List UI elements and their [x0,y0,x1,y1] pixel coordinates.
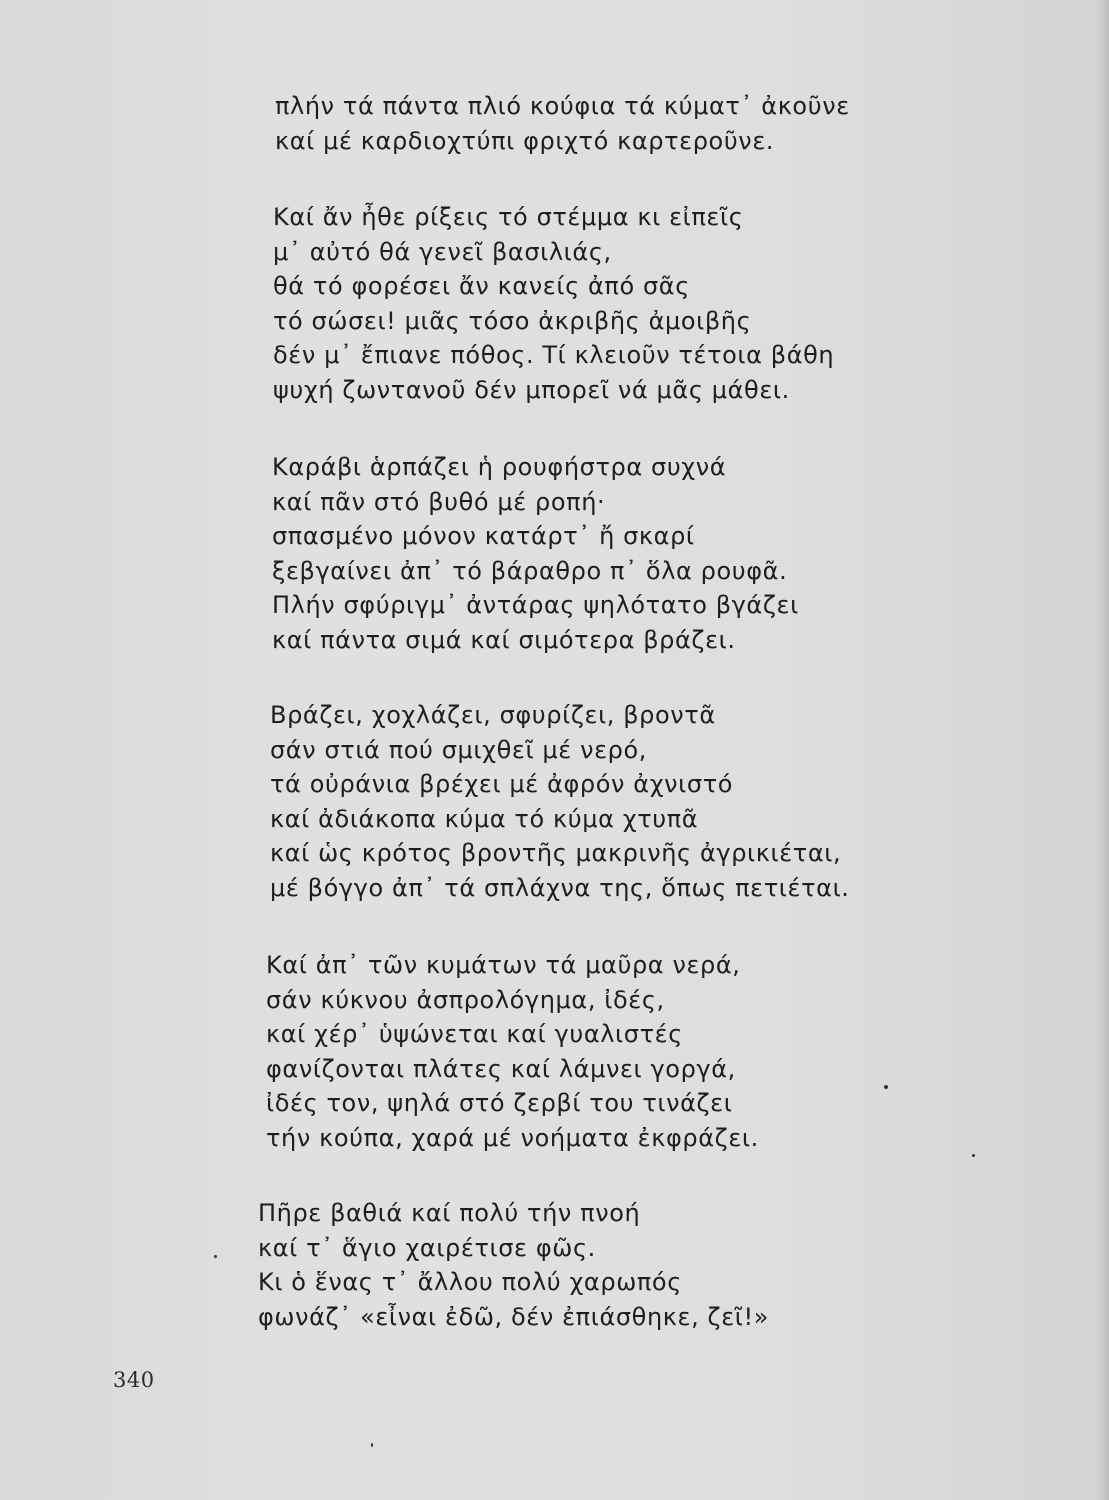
poem-line: καί πάντα σιμά καί σιμότερα βράζει. [272,625,736,654]
poem-line: καί πᾶν στό βυθό μέ ροπή· [272,487,606,516]
poem-line: δέν μ᾽ ἔπιανε πόθος. Τί κλειοῦν τέτοια βάθη [273,341,835,369]
scan-speck [884,1085,888,1089]
poem-line: Κι ὁ ἕνας τ᾽ ἄλλου πολύ χαρωπός [258,1268,682,1296]
poem-line: σάν κύκνου ἀσπρολόγημα, ἰδές, [266,985,665,1014]
poem-line: τήν κούπα, χαρά μέ νοήματα ἐκφράζει. [266,1123,759,1152]
poem-line: μ᾽ αὐτό θά γενεῖ βασιλιάς, [273,237,612,266]
poem-line: ψυχή ζωντανοῦ δέν μπορεῖ νά μᾶς μάθει. [273,375,790,404]
poem-line: καί ὡς κρότος βροντῆς μακρινῆς ἀγρικιέται, [270,839,842,867]
poem-line: Βράζει, χοχλάζει, σφυρίζει, βροντᾶ [270,701,716,729]
poem-line: φωνάζ᾽ «εἶναι ἐδῶ, δέν ἐπιάσθηκε, ζεῖ!» [258,1302,769,1331]
poem-line: Πλήν σφύριγμ᾽ ἀντάρας ψηλότατο βγάζει [272,591,799,619]
page-edge-shadow [1095,0,1109,1500]
poem-line: καί μέ καρδιοχτύπι φριχτό καρτεροῦνε. [275,126,775,155]
poem-line: μέ βόγγο ἀπ᾽ τά σπλάχνα της, ὅπως πετιέται. [270,873,850,902]
poem-line: Καί ἀπ᾽ τῶν κυμάτων τά μαῦρα νερά, [266,951,741,979]
poem-line: καί ἀδιάκοπα κύμα τό κύμα χτυπᾶ [270,804,699,833]
poem-line: τά οὐράνια βρέχει μέ ἀφρόν ἀχνιστό [270,770,734,798]
poem-line: σπασμένο μόνον κατάρτ᾽ ἤ σκαρί [272,522,695,550]
scan-speck [371,1443,373,1447]
poem-line: σάν στιά πού σμιχθεῖ μέ νερό, [270,735,648,764]
poem-line: θά τό φορέσει ἄν κανείς ἀπό σᾶς [273,272,690,300]
stanza-5 [266,948,759,1155]
stanza-1 [275,89,850,158]
poem-line: φανίζονται πλάτες καί λάμνει γοργά, [266,1054,736,1083]
poem-line: ξεβγαίνει ἀπ᾽ τό βάραθρο π᾽ ὅλα ρουφᾶ. [272,556,788,585]
stanza-3 [272,450,799,657]
poem-line: Πῆρε βαθιά καί πολύ τήν πνοή [258,1199,641,1227]
poem-line: καί χέρ᾽ ὑψώνεται καί γυαλιστές [266,1020,683,1048]
poem-line: ἰδές τον, ψηλά στό ζερβί του τινάζει [266,1089,733,1117]
stanza-2 [273,200,834,407]
poem-line: καί τ᾽ ἅγιο χαιρέτισε φῶς. [258,1233,596,1262]
poem-line: Καράβι ἁρπάζει ἡ ρουφήστρα συχνά [272,453,727,481]
stanza-6 [258,1196,769,1334]
poem-line: πλήν τά πάντα πλιό κούφια τά κύματ᾽ ἀκοῦνε [275,92,850,120]
stanza-4 [270,698,850,905]
scan-speck [214,1255,217,1258]
poem-line: Καί ἄν ἦθε ρίξεις τό στέμμα κι εἰπεῖς [273,203,744,231]
page-number: 340 [113,1368,155,1392]
scan-speck [972,1154,975,1157]
poem-line: τό σώσει! μιᾶς τόσο ἀκριβῆς ἀμοιβῆς [273,306,752,335]
